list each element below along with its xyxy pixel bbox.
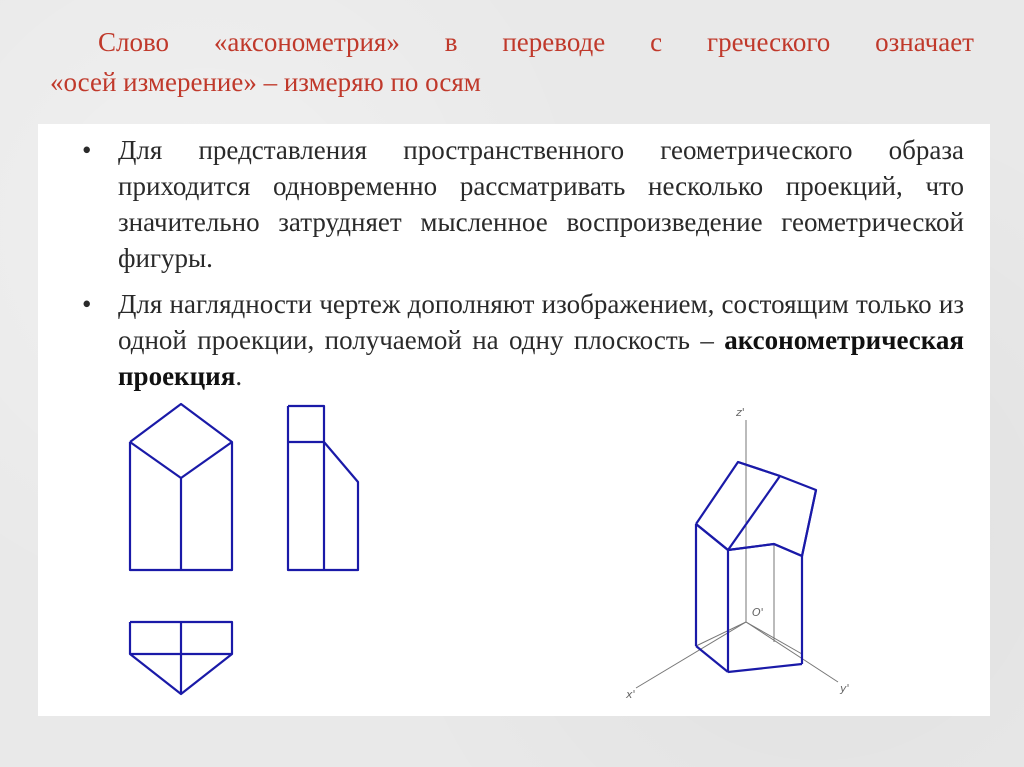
axis-y-label: y'	[840, 682, 850, 695]
side-view	[288, 406, 358, 570]
bullet-text: Для представления пространственного геометрического образа приходится одновременно рассматривать несколько проекций, что значительно затрудняет мысленное воспроизведение геометрической фигуры.	[118, 135, 964, 273]
front-view	[130, 404, 232, 570]
top-view	[130, 622, 232, 694]
content-panel	[38, 124, 990, 716]
origin-label: O'	[752, 606, 764, 619]
bullet-marker: •	[82, 135, 92, 165]
slide-title	[50, 22, 974, 102]
projection-drawing	[38, 124, 990, 716]
axonometric-view	[625, 406, 850, 701]
bullet-marker: •	[82, 289, 92, 319]
title-line-2: «осей измерение» – измеряю по осям	[50, 67, 481, 97]
title-line-1: Слово «аксонометрия» в переводе с греческого означает	[98, 27, 974, 57]
axis-x-label: x'	[626, 688, 636, 701]
axis-z-label: z'	[736, 406, 745, 419]
bullet-text: Для наглядности чертеж дополняют изображением, состоящим только из одной проекции, получаемой на одну плоскость –	[118, 289, 964, 355]
bullet-bold-term: аксонометрическая проекция	[118, 325, 964, 391]
bullet-text-end: .	[235, 361, 243, 391]
